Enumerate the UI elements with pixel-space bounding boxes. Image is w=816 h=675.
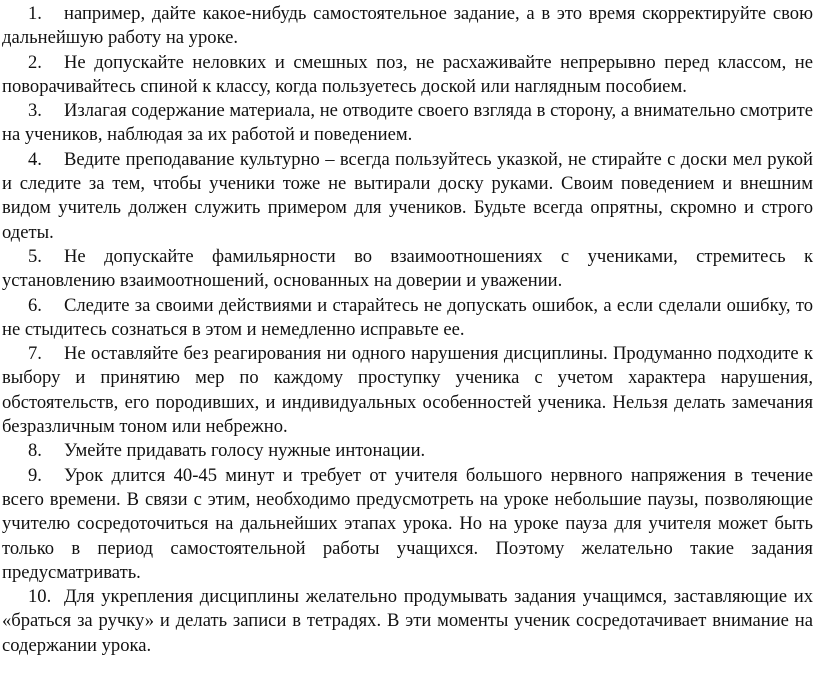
item-text: Ведите преподавание культурно – всегда пользуйтесь указкой, не стирайте с доски мел рукой и следите за тем, чтобы ученики тоже не вытирали доску руками. Своим поведением и внешним видом учитель должен служить примером для учеников. Будьте всегда опрятны, скромно и строго одеты. [2, 148, 813, 243]
list-item-6 [2, 294, 813, 343]
list-item-2 [2, 51, 813, 100]
item-number: 10. [28, 586, 52, 608]
item-number: 1. [28, 3, 42, 24]
item-text: Умейте придавать голосу нужные интонации. [64, 440, 426, 462]
list-item-4 [2, 148, 813, 245]
item-text: Следите за своими действиями и старайтесь не допускать ошибок, а если сделали ошибку, то не стыдитесь сознаться в этом и немедленно исправьте ее. [2, 294, 813, 340]
item-number: 4. [28, 148, 42, 170]
list-item-1 [2, 2, 813, 51]
item-number: 5. [28, 245, 42, 267]
list-item-7 [2, 342, 813, 439]
item-text: Излагая содержание материала, не отводите своего взгляда в сторону, а внимательно смотрите на учеников, наблюдая за их работой и поведением. [2, 100, 813, 146]
item-text: Не допускайте неловких и смешных поз, не расхаживайте непрерывно перед классом, не поворачивайтесь спиной к классу, когда пользуетесь доской или наглядным пособием. [2, 51, 813, 97]
item-text: Не допускайте фамильярности во взаимоотношениях с учениками, стремитесь к установлению взаимоотношений, основанных на доверии и уважении. [2, 245, 813, 292]
item-number: 3. [28, 100, 42, 122]
item-number: 8. [28, 440, 42, 462]
item-number: 2. [28, 51, 42, 73]
item-number: 7. [28, 343, 42, 365]
list-item-3 [2, 99, 813, 148]
list-item-10 [2, 585, 813, 658]
item-text: Не оставляйте без реагирования ни одного нарушения дисциплины. Продуманно подходите к выбору и принятию мер по каждому проступку ученика с учетом характера нарушения, обстоятельств, его породивших, и индивидуальных особенностей ученика. Нельзя делать замечания безразличным тоном или небрежно. [2, 343, 813, 438]
item-number: 6. [28, 294, 42, 316]
list-item-9 [2, 464, 813, 585]
item-number: 9. [28, 464, 42, 486]
item-text: например, дайте какое-нибудь самостоятельное задание, а в это время скорректируйте свою дальнейшую работу на уроке. [2, 3, 813, 49]
item-text: Для укрепления дисциплины желательно продумывать задания учащимся, заставляющие их «браться за ручку» и делать записи в тетрадях. В эти моменты ученик сосредотачивает внимание на содержании урока. [2, 586, 813, 656]
list-item-5 [2, 245, 813, 294]
item-text: Урок длится 40-45 минут и требует от учителя большого нервного напряжения в течение всего времени. В связи с этим, необходимо предусмотреть на уроке небольшие паузы, позволяющие учителю сосредоточиться на дальнейших этапах урока. Но на уроке пауза для учителя может быть только в период самостоятельной работы учащихся. Поэтому желательно такие задания предусматривать. [2, 464, 813, 583]
list-item-8 [2, 439, 813, 463]
